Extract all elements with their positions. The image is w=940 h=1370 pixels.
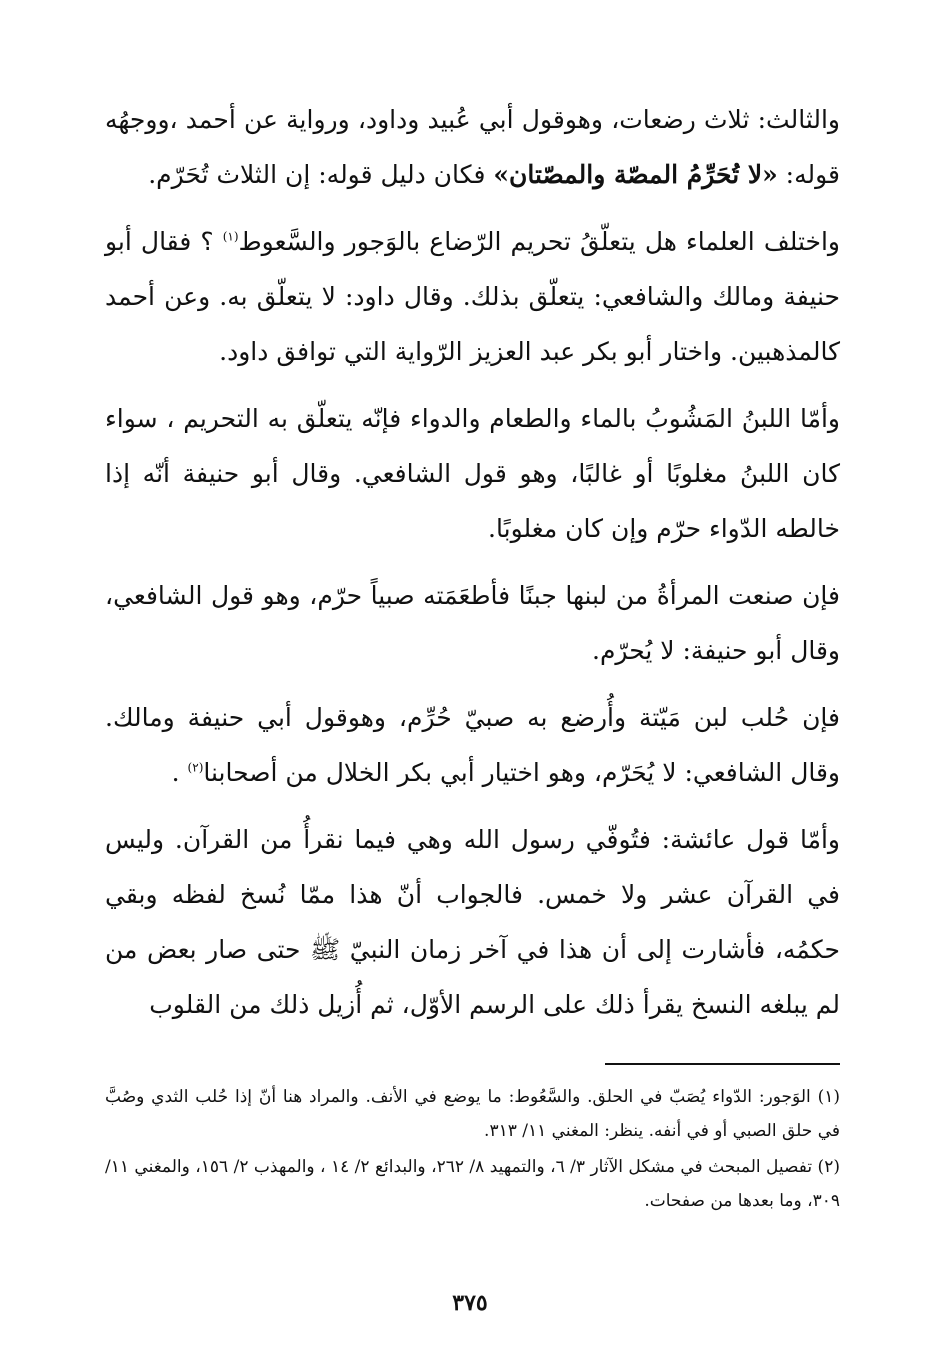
page-number: ٣٧٥ xyxy=(452,1290,488,1316)
paragraph-6: وأمّا قول عائشة: فتُوفّي رسول الله وهي فيما نقرأُ من القرآن. وليس في القرآن عشر ولا خمس. فالجواب أنّ هذا ممّا نُسخ لفظه وبقي حكمُه، فأشارت إلى أن هذا في آخر زمان النبيّ ﷺ حتى صار بعض من لم يبلغه النسخ يقرأ ذلك على الرسم الأوّل، ثم أُزيل ذلك من القلوب xyxy=(105,825,840,1019)
footnote-2: (٢) تفصيل المبحث في مشكل الآثار ٣/ ٦، والتمهيد ٨/ ٢٦٢، والبدائع ٢/ ١٤ ، والمهذب ٢/ ١٥٦، والمغني ١١/ ٣٠٩، وما بعدها من صفحات. xyxy=(105,1157,840,1211)
paragraph-4: فإن صنعت المرأةُ من لبنها جبنًا فأطعَمَته صبياً حرّم، وهو قول الشافعي، وقال أبو حنيفة: لا يُحرّم. xyxy=(105,581,840,665)
footnote-ref-2: (٢) xyxy=(187,760,204,775)
paragraph-3: وأمّا اللبنُ المَشُوبُ بالماء والطعام والدواء فإنّه يتعلّق به التحريم ، سواء كان اللبنُ مغلوبًا أو غالبًا، وهو قول الشافعي. وقال أبو حنيفة أنّه إذا خالطه الدّواء حرّم وإن كان مغلوبًا. xyxy=(105,404,840,543)
paragraph-1 xyxy=(105,92,840,202)
hadith-quote: «لا تُحَرِّمُ المصّة والمصّتان» xyxy=(493,160,778,189)
paragraph-2-text-a: واختلف العلماء هل يتعلّقُ تحريم الرّضاع بالوَجور والسَّعوط xyxy=(238,227,840,256)
footnote-separator xyxy=(605,1063,840,1065)
paragraph-2 xyxy=(105,214,840,379)
paragraph-5-text-a: فإن حُلب لبن مَيّتة وأُرضع به صبيّ حُرِّم، وهوقول أبي حنيفة ومالك. وقال الشافعي: لا يُحَرّم، وهو اختيار أبي بكر الخلال من أصحابنا xyxy=(105,703,840,787)
paragraph-1-text-a: والثالث: ثلاث رضعات، وهوقول أبي عُبيد وداود، ورواية عن أحمد ،ووجهُه قوله: xyxy=(105,105,840,189)
footnotes xyxy=(105,1080,840,1220)
paragraph-2-text-b: ؟ فقال أبو حنيفة ومالك والشافعي: يتعلّق بذلك. وقال داود: لا يتعلّق به. وعن أحمد كالمذهبين. واختار أبو بكر عبد العزيز الرّواية التي توافق داود. xyxy=(105,227,840,366)
paragraph-5 xyxy=(105,690,840,800)
footnote-ref-1: (١) xyxy=(222,229,239,244)
paragraph-5-text-b: . xyxy=(171,758,188,787)
main-text xyxy=(105,92,840,1044)
paragraph-1-text-b: فكان دليل قوله: إن الثلاث تُحَرّم. xyxy=(148,160,494,189)
footnote-1: (١) الوَجور: الدّواء يُصَبّ في الحلق. والسَّعُوط: ما يوضع في الأنف. والمراد هنا أنّ إذا حُلب الثدي وصُبَّ في حلق الصبي أو في أنفه. ينظر: المغني ١١/ ٣١٣. xyxy=(105,1087,840,1141)
